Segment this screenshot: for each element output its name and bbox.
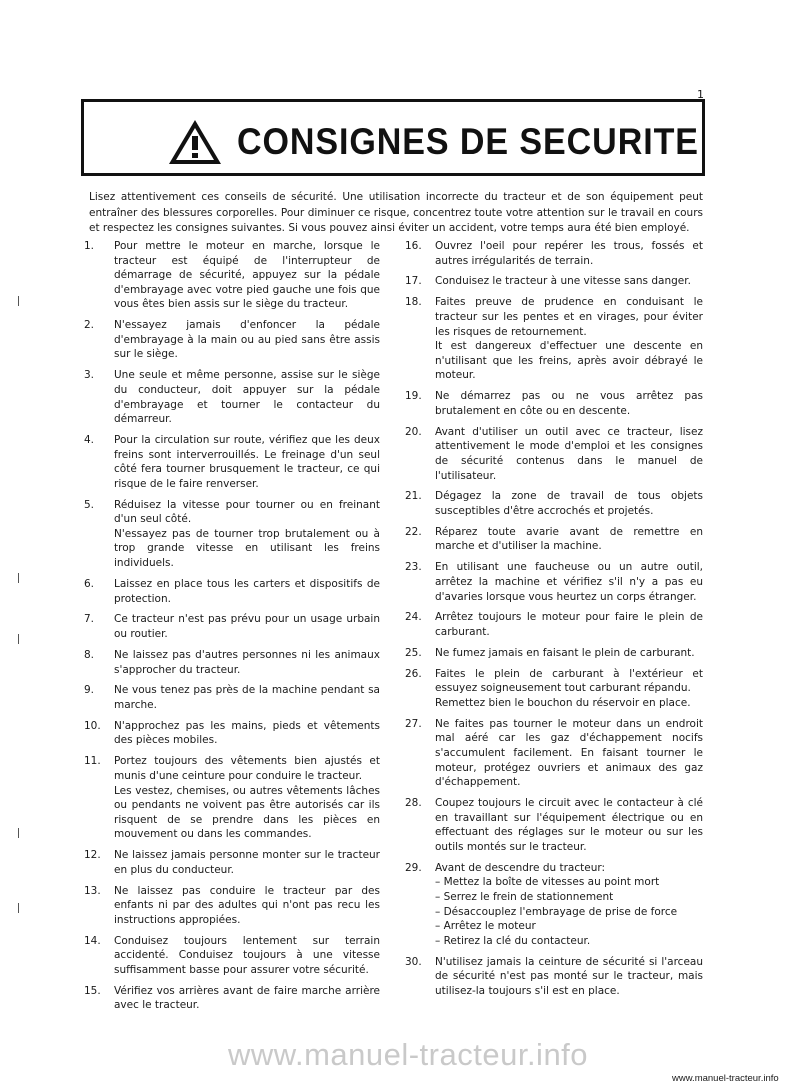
item-text: Ce tracteur n'est pas prévu pour un usage urbain ou routier. bbox=[114, 613, 380, 641]
item-text: Pour la circulation sur route, vérifiez que les deux freins sont interverrouillés. Le freinage d'un seul côté fera tourner brusquement le tracteur, ce qui risque de le faire renverser. bbox=[114, 434, 380, 490]
item-text: Portez toujours des vêtements bien ajustés et munis d'une ceinture pour conduire le tracteur. Les vestez, chemises, ou autres vêtements lâches ou pendants ne voivent pas être autorisés car ils risquent de se prendre dans les pièces en mouvement ou dans les commandes. bbox=[114, 755, 380, 841]
list-item bbox=[405, 610, 703, 639]
list-item bbox=[405, 667, 703, 711]
list-item bbox=[405, 489, 703, 518]
list-item bbox=[84, 719, 380, 748]
item-text: Réparez toute avarie avant de remettre en marche et d'utiliser la machine. bbox=[435, 525, 703, 553]
list-item bbox=[84, 577, 380, 606]
item-number: 11. bbox=[84, 755, 101, 768]
item-number: 10. bbox=[84, 719, 101, 732]
list-item bbox=[84, 648, 380, 677]
item-number: 6. bbox=[84, 577, 95, 590]
item-text: Pour mettre le moteur en marche, lorsque le tracteur est équipé de l'interrupteur de démarrage de sécurité, appuyez sur la pédale d'embrayage avec votre pied gauche une fois que vous êtes bien assis sur le siège du tracteur. bbox=[114, 240, 380, 311]
list-item bbox=[84, 848, 380, 877]
intro-paragraph: Lisez attentivement ces conseils de sécurité. Une utilisation incorrecte du tracteur et de son équipement peut entraîner des blessures corporelles. Pour diminuer ce risque, concentrez toute votre attention sur le travail en cours et respectez les consignes suivantes. Si vous pouvez ainsi éviter un accident, votre temps aura été bien employé. bbox=[89, 191, 703, 234]
list-item bbox=[84, 318, 380, 362]
item-number: 13. bbox=[84, 884, 101, 897]
item-text: Vérifiez vos arrières avant de faire marche arrière avec le tracteur. bbox=[114, 984, 380, 1012]
list-item bbox=[405, 646, 703, 661]
item-text: Conduisez toujours lentement sur terrain accidenté. Conduisez toujours à une vitesse suffisamment basse pour assurer votre sécurité. bbox=[114, 934, 380, 976]
item-text: En utilisant une faucheuse ou un autre outil, arrêtez la machine et vérifiez s'il n'y a pas eu d'avaries lorsque vous heurtez un corps étranger. bbox=[435, 561, 703, 603]
title-banner bbox=[167, 118, 739, 166]
item-number: 4. bbox=[84, 434, 95, 447]
page-title: CONSIGNES DE SECURITE bbox=[237, 121, 699, 162]
list-item bbox=[405, 425, 703, 483]
item-text: Ne démarrez pas ou ne vous arrêtez pas brutalement en côte ou en descente. bbox=[435, 390, 703, 417]
list-item bbox=[84, 984, 380, 1013]
list-item bbox=[405, 295, 703, 383]
item-text: Ne fumez jamais en faisant le plein de carburant. bbox=[435, 646, 695, 659]
list-item bbox=[405, 274, 703, 289]
item-number: 18. bbox=[405, 296, 422, 309]
item-text: Faites le plein de carburant à l'extérieur et essuyez soigneusement tout carburant répandu. Remettez bien le bouchon du réservoir en place. bbox=[435, 667, 703, 709]
item-number: 7. bbox=[84, 613, 95, 626]
list-item bbox=[405, 796, 703, 854]
margin-mark bbox=[18, 903, 22, 913]
item-text: Dégagez la zone de travail de tous objets susceptibles d'être accrochés et projetés. bbox=[435, 490, 703, 517]
item-text: Coupez toujours le circuit avec le contacteur à clé en travaillant sur l'équipement électrique ou en effectuant des réglages sur le moteur ou sur les outils montés sur le tracteur. bbox=[435, 797, 703, 853]
item-number: 23. bbox=[405, 561, 422, 574]
item-text: Laissez en place tous les carters et dispositifs de protection. bbox=[114, 577, 380, 605]
item-number: 5. bbox=[84, 498, 95, 511]
item-number: 24. bbox=[405, 611, 422, 624]
item-number: 20. bbox=[405, 425, 422, 438]
list-item bbox=[84, 239, 380, 312]
item-text: Ouvrez l'oeil pour repérer les trous, fossés et autres irrégularités de terrain. bbox=[435, 240, 703, 267]
margin-mark bbox=[18, 296, 22, 306]
item-text: Réduisez la vitesse pour tourner ou en freinant d'un seul côté. N'essayez pas de tourner trop brutalement ou à trop grande vitesse en utilisant les freins individuels. bbox=[114, 498, 380, 570]
item-number: 21. bbox=[405, 490, 422, 503]
item-number: 16. bbox=[405, 240, 422, 252]
item-number: 17. bbox=[405, 275, 422, 288]
item-text: Arrêtez toujours le moteur pour faire le plein de carburant. bbox=[435, 611, 703, 639]
item-number: 27. bbox=[405, 717, 422, 730]
item-text: Ne faites pas tourner le moteur dans un endroit mal aéré car les gaz d'échappement nocifs s'accumulent facilement. En faisant tourner le moteur, protégez ouvriers et animaux des gaz d'échappement. bbox=[435, 717, 703, 789]
item-number: 22. bbox=[405, 525, 422, 538]
item-text: Avant de descendre du tracteur: – Mettez la boîte de vitesses au point mort – Serrez le frein de stationnement – Désaccouplez l'embrayage de prise de force – Arrêtez le moteur – Retirez la clé du contacteur. bbox=[435, 861, 678, 947]
item-text: Avant d'utiliser un outil avec ce tracteur, lisez attentivement le mode d'emploi et les consignes de sécurité contenus dans le manuel de l'utilisateur. bbox=[435, 425, 703, 482]
list-item bbox=[405, 525, 703, 554]
footer-watermark: www.manuel-tracteur.info bbox=[228, 1037, 589, 1072]
item-text: N'utilisez jamais la ceinture de sécurité si l'arceau de sécurité n'est pas monté sur le tracteur, mais utilisez-la toujours s'il est en place. bbox=[435, 955, 703, 997]
item-number: 14. bbox=[84, 934, 101, 947]
list-item bbox=[84, 934, 380, 978]
item-text: Une seule et même personne, assise sur le siège du conducteur, doit appuyer sur la pédale d'embrayage et tourner le contacteur du démarreur. bbox=[114, 369, 380, 426]
item-number: 8. bbox=[84, 648, 95, 661]
list-item bbox=[84, 498, 380, 571]
list-item bbox=[405, 239, 703, 268]
item-text: Conduisez le tracteur à une vitesse sans danger. bbox=[435, 275, 691, 288]
list-item bbox=[84, 612, 380, 641]
margin-mark bbox=[18, 828, 22, 838]
item-number: 2. bbox=[84, 319, 95, 332]
list-item bbox=[84, 884, 380, 928]
list-item bbox=[405, 389, 703, 418]
list-item bbox=[405, 560, 703, 604]
item-text: N'approchez pas les mains, pieds et vêtements des pièces mobiles. bbox=[114, 719, 380, 747]
item-number: 30. bbox=[405, 955, 422, 968]
page-number: 1 bbox=[697, 88, 704, 101]
list-item bbox=[84, 754, 380, 842]
item-text: Ne laissez jamais personne monter sur le tracteur en plus du conducteur. bbox=[114, 849, 380, 876]
left-column bbox=[84, 239, 380, 1019]
margin-mark bbox=[18, 573, 22, 583]
item-text: Faites preuve de prudence en conduisant le tracteur sur les pentes et en virages, pour éviter les risques de retournement. It est dangereux d'effectuer une descente en n'utilisant que les freins, après avoir débrayé le moteur. bbox=[435, 296, 703, 382]
list-item bbox=[84, 368, 380, 426]
item-number: 28. bbox=[405, 797, 422, 810]
warning-triangle-icon bbox=[167, 118, 223, 166]
item-number: 3. bbox=[84, 369, 95, 382]
item-number: 29. bbox=[405, 861, 422, 874]
item-number: 9. bbox=[84, 684, 95, 697]
list-item bbox=[405, 861, 703, 949]
item-text: Ne laissez pas conduire le tracteur par des enfants ni par des adultes qui n'ont pas recu les instructions appropiées. bbox=[114, 884, 380, 926]
list-item bbox=[405, 717, 703, 790]
item-text: Ne vous tenez pas près de la machine pendant sa marche. bbox=[114, 684, 380, 711]
item-text: N'essayez jamais d'enfoncer la pédale d'embrayage à la main ou au pied sans être assis sur le siège. bbox=[114, 319, 380, 361]
list-item bbox=[405, 955, 703, 999]
margin-mark bbox=[18, 634, 22, 644]
item-number: 26. bbox=[405, 667, 422, 680]
item-text: Ne laissez pas d'autres personnes ni les animaux s'approcher du tracteur. bbox=[114, 648, 380, 676]
item-number: 12. bbox=[84, 849, 101, 862]
item-number: 15. bbox=[84, 984, 101, 997]
list-item bbox=[84, 433, 380, 491]
item-number: 1. bbox=[84, 240, 95, 252]
right-column bbox=[405, 239, 703, 1005]
item-number: 25. bbox=[405, 646, 422, 659]
list-item bbox=[84, 683, 380, 712]
item-number: 19. bbox=[405, 390, 422, 403]
footer-url: www.manuel-tracteur.info bbox=[672, 1073, 779, 1084]
